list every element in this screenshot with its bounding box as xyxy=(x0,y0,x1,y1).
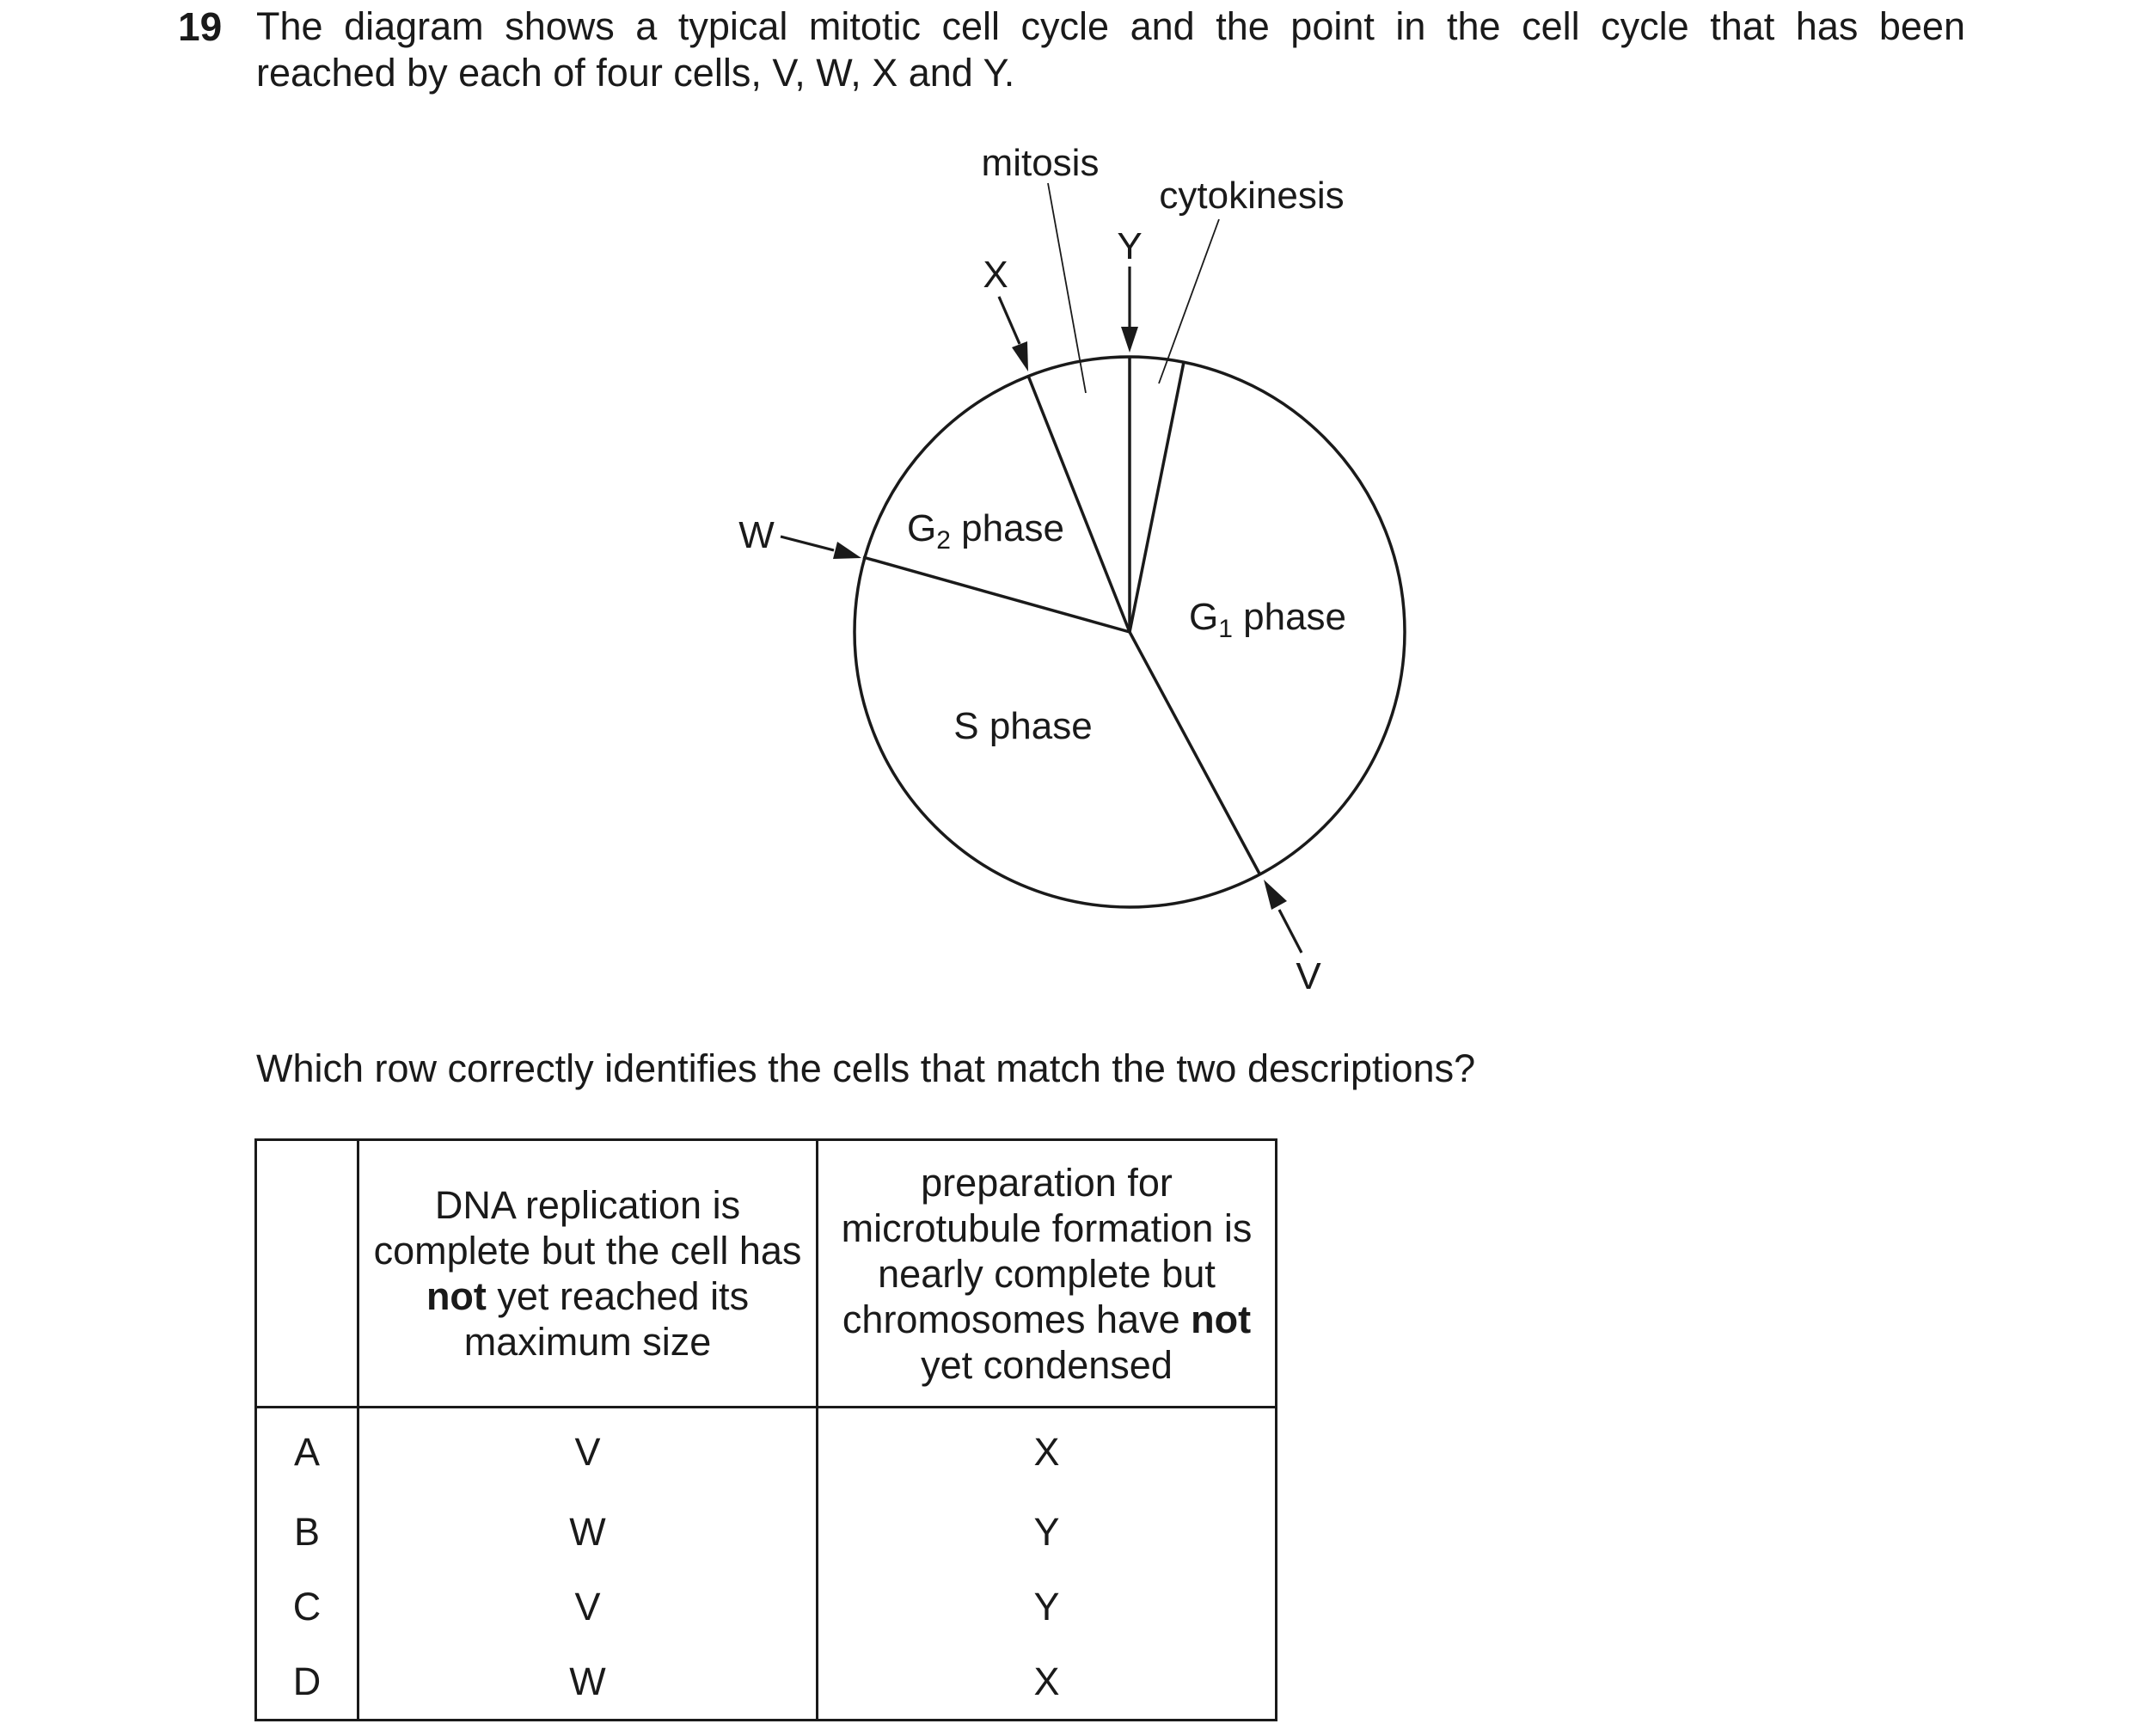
row-col2: X xyxy=(818,1408,1277,1495)
header-1-bold: not xyxy=(426,1274,487,1318)
header-2-text-a: preparation for microtubule formation is nearly complete but chromosomes have xyxy=(841,1160,1253,1341)
arrow-x-shaft xyxy=(999,297,1020,344)
divider-g1-s xyxy=(1130,632,1259,874)
label-g2-phase xyxy=(907,507,1064,555)
label-cell-x: X xyxy=(983,254,1008,296)
question-prompt: Which row correctly identifies the cells that match the two descriptions? xyxy=(256,1046,1476,1090)
label-mitosis: mitosis xyxy=(981,142,1100,184)
question-line-1: The diagram shows a typical mitotic cell cycle and the point in the cell cycle that has been xyxy=(256,4,1965,48)
header-1-text-b: yet reached its maximum size xyxy=(463,1274,750,1364)
arrow-v-head xyxy=(1264,880,1287,910)
answer-table xyxy=(254,1138,1277,1721)
arrow-v-shaft xyxy=(1279,910,1302,953)
table-row xyxy=(256,1494,1277,1569)
row-col1: W xyxy=(358,1644,818,1721)
table-row xyxy=(256,1569,1277,1644)
row-col2: X xyxy=(818,1644,1277,1721)
divider-g2-mitosis xyxy=(1028,376,1130,632)
label-s-phase: S phase xyxy=(953,705,1093,747)
row-key: A xyxy=(256,1408,358,1495)
label-cell-v: V xyxy=(1296,955,1321,997)
header-key-cell xyxy=(256,1140,358,1408)
arrow-x-head xyxy=(1012,341,1028,371)
row-key: D xyxy=(256,1644,358,1721)
g1-prefix: G xyxy=(1189,596,1219,638)
table-header-row xyxy=(256,1140,1277,1408)
table-row xyxy=(256,1408,1277,1495)
g2-prefix: G xyxy=(907,507,937,549)
row-col2: Y xyxy=(818,1569,1277,1644)
mitosis-leader xyxy=(1048,183,1086,393)
header-1-text-a: DNA replication is complete but the cell has xyxy=(373,1183,802,1273)
divider-cytokinesis-g1 xyxy=(1130,362,1184,632)
header-description-1 xyxy=(358,1140,818,1408)
label-g1-phase xyxy=(1189,596,1346,643)
arrow-y-head xyxy=(1121,327,1138,353)
table-row xyxy=(256,1644,1277,1721)
label-cell-w: W xyxy=(738,514,775,556)
g1-subscript: 1 xyxy=(1218,615,1233,643)
label-cytokinesis: cytokinesis xyxy=(1159,175,1345,217)
arrow-w-shaft xyxy=(781,537,834,550)
g2-subscript: 2 xyxy=(936,526,951,555)
row-key: C xyxy=(256,1569,358,1644)
row-col2: Y xyxy=(818,1494,1277,1569)
divider-s-g2 xyxy=(863,557,1130,632)
question-line-2: reached by each of four cells, V, W, X and Y. xyxy=(256,51,1015,95)
row-key: B xyxy=(256,1494,358,1569)
row-col1: V xyxy=(358,1408,818,1495)
question-number: 19 xyxy=(178,4,223,49)
g2-suffix: phase xyxy=(950,507,1065,549)
row-col1: V xyxy=(358,1569,818,1644)
row-col1: W xyxy=(358,1494,818,1569)
arrow-w-head xyxy=(833,542,861,559)
label-cell-y: Y xyxy=(1117,225,1143,267)
g1-suffix: phase xyxy=(1232,596,1347,638)
header-description-2 xyxy=(818,1140,1277,1408)
cytokinesis-leader xyxy=(1159,219,1219,383)
header-2-bold: not xyxy=(1191,1297,1252,1341)
header-2-text-b: yet condensed xyxy=(921,1342,1173,1387)
